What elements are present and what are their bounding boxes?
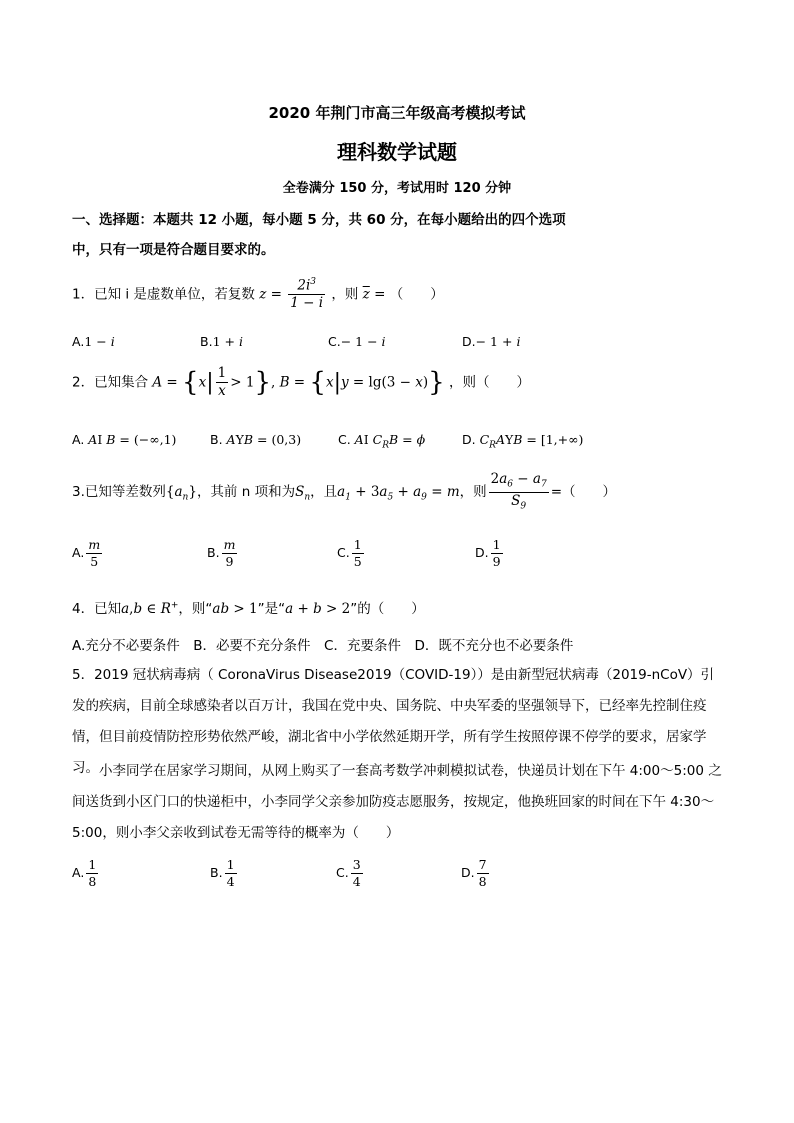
q1-bracket: （ ）	[389, 286, 444, 303]
section-heading-line2: 中，只有一项是符合题目要求的。	[72, 242, 275, 258]
q3-option-c: C. $\frac{1}{5}$	[337, 537, 362, 569]
q2-then: ，则（ ）	[449, 374, 530, 391]
q1-option-a: A.1 − i	[72, 334, 115, 349]
q1-formula: z	[259, 286, 267, 303]
q5-option-b: B. $\frac{1}{4}$	[210, 857, 235, 889]
q4-prefix: 4．已知	[72, 601, 122, 617]
q2-option-d: D. $C_RAYB = [1,+\infty)$	[462, 432, 584, 451]
q1-option-b: B.1 + i	[200, 334, 243, 349]
exam-title: 2020 年荆门市高三年级高考模拟考试	[268, 104, 526, 122]
q4-options: A.充分不必要条件 B．必要不充分条件 C．充要条件 D．既不充分也不必要条件	[72, 638, 574, 654]
q2-option-c: C. AI $C_RB = \phi$	[338, 432, 426, 451]
q1-then: ，则	[331, 286, 359, 303]
question-1: 1．已知 i 是虚数单位，若复数 z = $\frac{2i^3}{1 - i}$ ，则 $\overline{z}$ = （ ）	[72, 277, 444, 312]
q2-prefix: 2．已知集合	[72, 374, 149, 391]
q3-option-d: D. $\frac{1}{9}$	[475, 537, 501, 569]
subject-title: 理科数学试题	[337, 140, 457, 164]
question-4: 4．已知a,b ∈ R+，则“ab > 1”是“a + b > 2”的（ ）	[72, 600, 425, 617]
q3-prefix: 3.已知等差数列	[72, 484, 166, 501]
section-heading-line1: 一、选择题：本题共 12 小题，每小题 5 分，共 60 分，在每小题给出的四个选项	[72, 212, 566, 228]
question-2: 2．已知集合 A = {x| $\frac{1}{x}$ > 1}, B = {x|y = lg(3 − x)} ，则（ ）	[72, 365, 530, 399]
q3-option-b: B. $\frac{m}{9}$	[207, 537, 236, 569]
q5-option-d: D. $\frac{7}{8}$	[461, 857, 487, 889]
q5-option-c: C. $\frac{3}{4}$	[336, 857, 361, 889]
question-3: 3.已知等差数列$\{a_n\}$，其前 n 项和为$S_n$，且$a_1 + 3a_5 + a_9 = m$，则 $\frac{2a_6 - a_7}{S_9}$ =（ ）	[72, 471, 617, 512]
q3-option-a: A. $\frac{m}{5}$	[72, 537, 101, 569]
question-5-paragraph-1: 5．2019 冠状病毒病（ CoronaVirus Disease2019（COVID-19））是由新型冠状病毒（2019-nCoV）引发的疾病，目前全球感染者以百万计，我国在党中央、国务院、中央军委的坚强领导下，已经率先控制住疫情，但目前疫情防控形势依然严峻，湖北省中小学依然延期开学，所有学生按照停课不停学的要求，居家学习。	[72, 667, 715, 776]
question-5-paragraph-2: 小李同学在居家学习期间，从网上购买了一套高考数学冲刺模拟试卷，快递员计划在下午 4:00～5:00 之间送货到小区门口的快递柜中，小李同学父亲参加防疫志愿服务，按规定，他换班回家的时间在下午 4:30～5:00，则小李父亲收到试卷无需等待的概率为（ ）	[72, 763, 722, 841]
q1-option-c: C.− 1 − i	[328, 334, 386, 349]
q2-option-a: A. AI B = (−∞,1)	[72, 432, 177, 447]
q5-option-a: A. $\frac{1}{8}$	[72, 857, 97, 889]
exam-info: 全卷满分 150 分，考试用时 120 分钟	[282, 181, 512, 196]
q1-option-d: D.− 1 + i	[462, 334, 521, 349]
q3-bracket: =（ ）	[550, 484, 617, 501]
q2-option-b: B. AYB = (0,3)	[210, 432, 302, 447]
q1-prefix: 1．已知 i 是虚数单位，若复数	[72, 286, 255, 303]
